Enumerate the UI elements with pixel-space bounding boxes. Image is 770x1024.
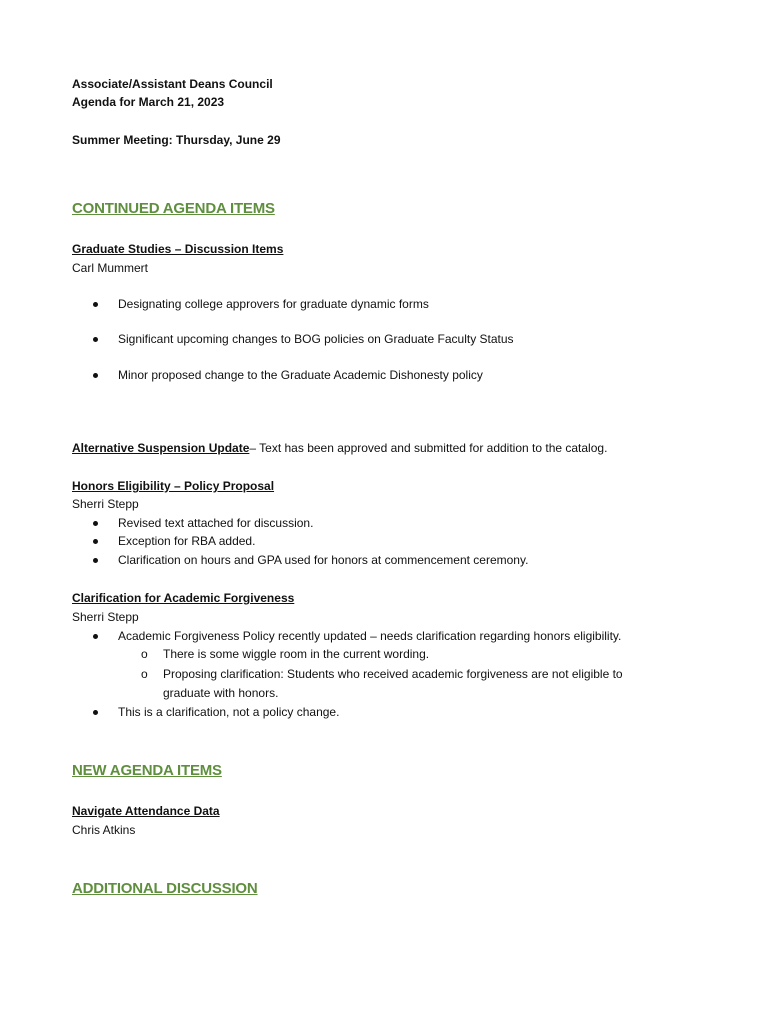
bullet-dot	[93, 634, 98, 639]
additional-heading: ADDITIONAL DISCUSSION	[72, 880, 258, 897]
bullet-dot	[93, 558, 98, 563]
continued-heading: CONTINUED AGENDA ITEMS	[72, 200, 275, 217]
bullet-dot	[93, 302, 98, 307]
suspension-text: – Text has been approved and submitted for addition to the catalog.	[249, 441, 608, 455]
forgiveness-title: Clarification for Academic Forgiveness	[72, 591, 295, 605]
forgiveness-bullet-1: Academic Forgiveness Policy recently updated – needs clarification regarding honors eligibility.	[118, 629, 622, 643]
graduate-bullet-3: Minor proposed change to the Graduate Academic Dishonesty policy	[118, 368, 483, 382]
bullet-dot	[93, 539, 98, 544]
sub-bullet-marker: o	[141, 667, 148, 681]
bullet-dot	[93, 337, 98, 342]
new-items-heading: NEW AGENDA ITEMS	[72, 762, 222, 779]
graduate-bullet-2: Significant upcoming changes to BOG policies on Graduate Faculty Status	[118, 332, 514, 346]
forgiveness-sub-2-line-1: Proposing clarification: Students who received academic forgiveness are not eligible to	[163, 667, 623, 681]
graduate-presenter: Carl Mummert	[72, 261, 149, 275]
sub-bullet-marker: o	[141, 647, 148, 661]
honors-bullet-2: Exception for RBA added.	[118, 534, 256, 548]
forgiveness-bullet-2: This is a clarification, not a policy change.	[118, 705, 340, 719]
council-title: Associate/Assistant Deans Council	[72, 77, 273, 91]
graduate-bullet-1: Designating college approvers for graduate dynamic forms	[118, 297, 429, 311]
honors-title: Honors Eligibility – Policy Proposal	[72, 479, 275, 493]
forgiveness-sub-2-line-2: graduate with honors.	[163, 686, 279, 700]
summer-meeting: Summer Meeting: Thursday, June 29	[72, 133, 281, 147]
bullet-dot	[93, 373, 98, 378]
navigate-presenter: Chris Atkins	[72, 823, 136, 837]
suspension-title: Alternative Suspension Update	[72, 441, 250, 455]
graduate-title: Graduate Studies – Discussion Items	[72, 242, 284, 256]
bullet-dot	[93, 710, 98, 715]
forgiveness-presenter: Sherri Stepp	[72, 610, 139, 624]
suspension-line	[72, 440, 607, 456]
honors-presenter: Sherri Stepp	[72, 497, 139, 511]
honors-bullet-3: Clarification on hours and GPA used for honors at commencement ceremony.	[118, 553, 529, 567]
honors-bullet-1: Revised text attached for discussion.	[118, 516, 314, 530]
forgiveness-sub-1: There is some wiggle room in the current wording.	[163, 647, 430, 661]
bullet-dot	[93, 521, 98, 526]
navigate-title: Navigate Attendance Data	[72, 804, 220, 818]
agenda-date: Agenda for March 21, 2023	[72, 95, 225, 109]
